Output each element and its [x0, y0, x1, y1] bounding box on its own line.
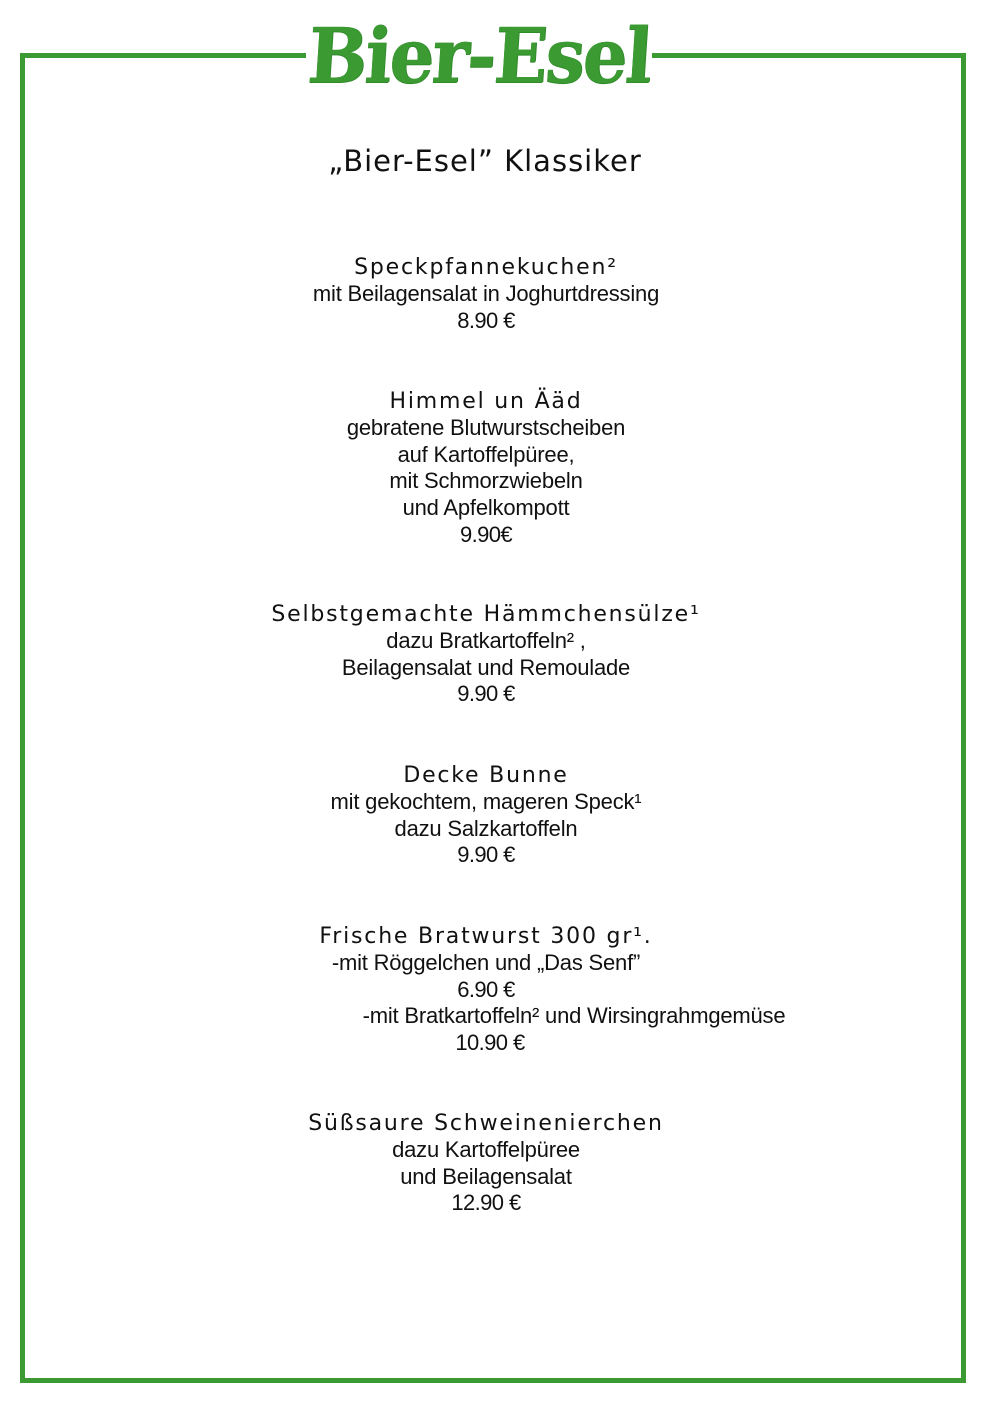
menu-item-description: dazu Salzkartoffeln	[394, 815, 578, 841]
menu-item-description: mit Beilagensalat in Joghurtdressing	[312, 281, 660, 306]
menu-item-name: Frische Bratwurst 300 gr¹.	[319, 924, 653, 949]
menu-item-price: 6.90 €	[457, 976, 515, 1002]
brand-logo	[306, 8, 652, 103]
menu-item	[0, 601, 972, 708]
menu-item-description: und Beilagensalat	[400, 1163, 572, 1189]
menu-item-description: -mit Röggelchen und „Das Senf”	[331, 950, 641, 975]
page-title: „Bier-Esel” Klassiker	[328, 144, 642, 178]
menu-item-name: Speckpfannekuchen²	[354, 255, 618, 280]
menu-item-price: 9.90 €	[457, 842, 515, 868]
menu-item-description: dazu Kartoffelpüree	[392, 1137, 580, 1162]
menu-item-name: Süßsaure Schweinenierchen	[308, 1111, 664, 1136]
menu-item-description: mit gekochtem, mageren Speck¹	[330, 789, 642, 814]
menu-item-option: -mit Bratkartoffeln² und Wirsingrahmgemüse	[362, 1003, 786, 1029]
menu-item-name: Himmel un Ääd	[389, 389, 583, 414]
menu-item-price: 8.90 €	[457, 307, 515, 333]
menu-item-name: Selbstgemachte Hämmchensülze¹	[271, 602, 701, 627]
menu-item-description: gebratene Blutwurstscheiben	[346, 415, 626, 440]
menu-item	[0, 762, 972, 869]
menu-item-description: dazu Bratkartoffeln² ,	[386, 628, 586, 653]
menu-item	[0, 923, 972, 1057]
menu-item-description: mit Schmorzwiebeln	[389, 468, 583, 494]
menu-item-name: Decke Bunne	[403, 763, 569, 788]
menu-item-price: 12.90 €	[451, 1190, 521, 1216]
menu-item-price: 9.90€	[459, 521, 513, 547]
menu-item	[0, 388, 972, 549]
menu-item-description: Beilagensalat und Remoulade	[341, 654, 631, 680]
menu-item-price-option: 10.90 €	[455, 1030, 525, 1056]
menu-item	[0, 1110, 972, 1217]
menu-item-description: auf Kartoffelpüree,	[397, 441, 575, 467]
brand-logo-text: Bier-Esel	[305, 10, 653, 100]
menu-item	[0, 254, 972, 334]
menu-item-price: 9.90 €	[457, 681, 515, 707]
menu-item-description: und Apfelkompott	[402, 495, 570, 521]
